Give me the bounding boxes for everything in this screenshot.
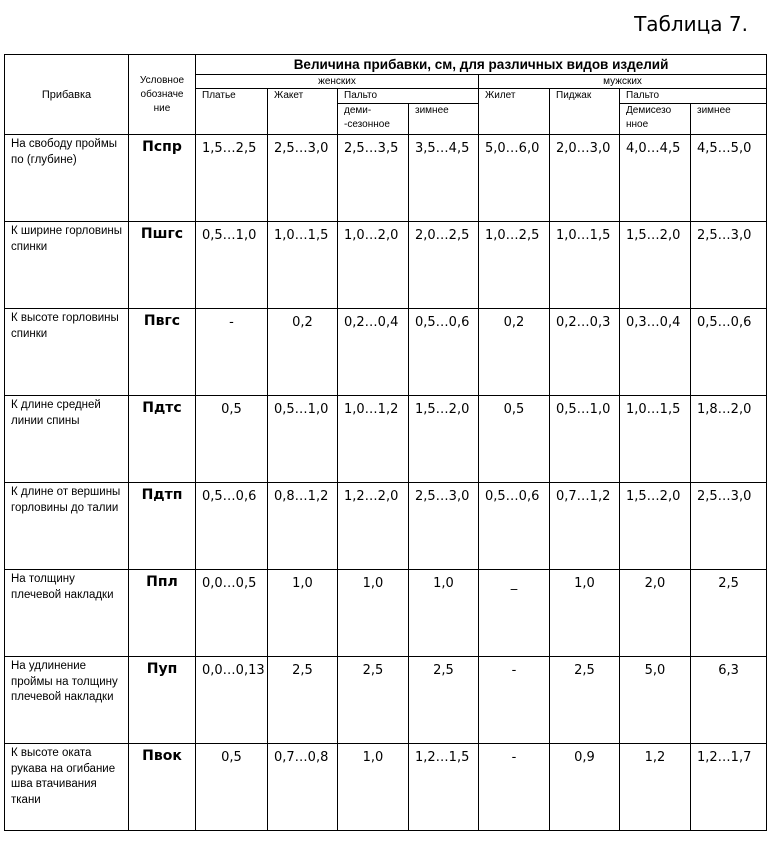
header-male: мужских (479, 75, 767, 89)
value-cell: 2,5…3,0 (268, 135, 338, 222)
value-cell: 0,0…0,13 (196, 657, 268, 744)
value-cell: 1,5…2,0 (620, 222, 691, 309)
value-cell: 0,2…0,4 (338, 309, 409, 396)
row-name: На толщину плечевой накладки (5, 570, 129, 657)
value-cell: 2,0 (620, 570, 691, 657)
value-cell: 0,7…1,2 (550, 483, 620, 570)
value-cell: 0,5…0,6 (409, 309, 479, 396)
value-cell: 0,5…1,0 (196, 222, 268, 309)
table-row (5, 744, 767, 831)
header-f-palto: Пальто (338, 89, 479, 104)
value-cell: 0,5 (196, 396, 268, 483)
value-cell: 0,5 (196, 744, 268, 831)
value-cell: 2,5…3,0 (691, 222, 767, 309)
row-name: К ширине горловины спинки (5, 222, 129, 309)
value-cell: 2,0…3,0 (550, 135, 620, 222)
value-cell: 0,5…0,6 (479, 483, 550, 570)
header-pribavka: Прибавка (5, 55, 129, 135)
value-cell: 1,5…2,5 (196, 135, 268, 222)
value-cell: 0,5…1,0 (550, 396, 620, 483)
table-row (5, 222, 767, 309)
value-cell: - (479, 657, 550, 744)
row-code: Пдтс (129, 396, 196, 483)
value-cell: 2,5…3,0 (691, 483, 767, 570)
value-cell: 2,5…3,0 (409, 483, 479, 570)
table-title: Таблица 7. (634, 12, 748, 36)
value-cell: 2,5 (550, 657, 620, 744)
table-row (5, 396, 767, 483)
value-cell: 1,2…1,7 (691, 744, 767, 831)
row-code: Пдтп (129, 483, 196, 570)
value-cell: 0,3…0,4 (620, 309, 691, 396)
value-cell: 4,5…5,0 (691, 135, 767, 222)
header-m-zimnee: зимнее (691, 104, 767, 135)
value-cell: 5,0…6,0 (479, 135, 550, 222)
header-m-demi: Демисезо нное (620, 104, 691, 135)
header-zhilet: Жилет (479, 89, 550, 135)
header-f-demi: деми- -сезонное (338, 104, 409, 135)
value-cell: 1,0 (550, 570, 620, 657)
value-cell: - (196, 309, 268, 396)
value-cell: 4,0…4,5 (620, 135, 691, 222)
value-cell: 2,5 (409, 657, 479, 744)
value-cell: 1,0 (338, 744, 409, 831)
value-cell: 1,2…2,0 (338, 483, 409, 570)
value-cell: 1,0…1,2 (338, 396, 409, 483)
value-cell: 1,0…1,5 (268, 222, 338, 309)
header-main: Величина прибавки, см, для различных видов изделий (196, 55, 767, 75)
value-cell: 6,3 (691, 657, 767, 744)
table-row (5, 657, 767, 744)
value-cell: 0,5 (479, 396, 550, 483)
header-m-palto: Пальто (620, 89, 767, 104)
value-cell: 0,7…0,8 (268, 744, 338, 831)
value-cell: 2,5 (338, 657, 409, 744)
value-cell: 0,2 (479, 309, 550, 396)
value-cell: 0,2 (268, 309, 338, 396)
row-name: На свободу проймы по (глубине) (5, 135, 129, 222)
value-cell: 0,2…0,3 (550, 309, 620, 396)
table-row (5, 483, 767, 570)
header-f-zimnee: зимнее (409, 104, 479, 135)
header-zhaket: Жакет (268, 89, 338, 135)
value-cell: _ (479, 570, 550, 657)
header-female: женских (196, 75, 479, 89)
table-row (5, 135, 767, 222)
value-cell: 1,5…2,0 (620, 483, 691, 570)
row-code: Пшгс (129, 222, 196, 309)
row-name: К длине от вершины горловины до талии (5, 483, 129, 570)
value-cell: 2,0…2,5 (409, 222, 479, 309)
row-code: Пспр (129, 135, 196, 222)
row-code: Пуп (129, 657, 196, 744)
value-cell: 1,0 (268, 570, 338, 657)
table-row (5, 570, 767, 657)
value-cell: 0,5…1,0 (268, 396, 338, 483)
row-code: Пвгс (129, 309, 196, 396)
allowance-table (4, 54, 767, 831)
value-cell: 1,0…1,5 (620, 396, 691, 483)
value-cell: 1,0…2,0 (338, 222, 409, 309)
value-cell: 1,0 (409, 570, 479, 657)
table-body (5, 135, 767, 831)
value-cell: 0,5…0,6 (196, 483, 268, 570)
value-cell: 2,5 (691, 570, 767, 657)
header-oboznachenie: Условное обозначе ние (129, 55, 196, 135)
row-name: К длине средней линии спины (5, 396, 129, 483)
value-cell: 1,5…2,0 (409, 396, 479, 483)
value-cell: 2,5 (268, 657, 338, 744)
value-cell: 1,2…1,5 (409, 744, 479, 831)
row-name: К высоте горловины спинки (5, 309, 129, 396)
value-cell: 1,0 (338, 570, 409, 657)
table-row (5, 309, 767, 396)
value-cell: 0,5…0,6 (691, 309, 767, 396)
value-cell: 1,8…2,0 (691, 396, 767, 483)
value-cell: 1,2 (620, 744, 691, 831)
header-pidzhak: Пиджак (550, 89, 620, 135)
value-cell: 1,0…1,5 (550, 222, 620, 309)
header-plate: Платье (196, 89, 268, 135)
row-code: Ппл (129, 570, 196, 657)
value-cell: - (479, 744, 550, 831)
value-cell: 5,0 (620, 657, 691, 744)
value-cell: 1,0…2,5 (479, 222, 550, 309)
value-cell: 0,8…1,2 (268, 483, 338, 570)
row-name: На удлинение проймы на толщину плечевой накладки (5, 657, 129, 744)
row-name: К высоте оката рукава на огибание шва втачивания ткани (5, 744, 129, 831)
value-cell: 2,5…3,5 (338, 135, 409, 222)
value-cell: 3,5…4,5 (409, 135, 479, 222)
row-code: Пвок (129, 744, 196, 831)
value-cell: 0,0…0,5 (196, 570, 268, 657)
value-cell: 0,9 (550, 744, 620, 831)
